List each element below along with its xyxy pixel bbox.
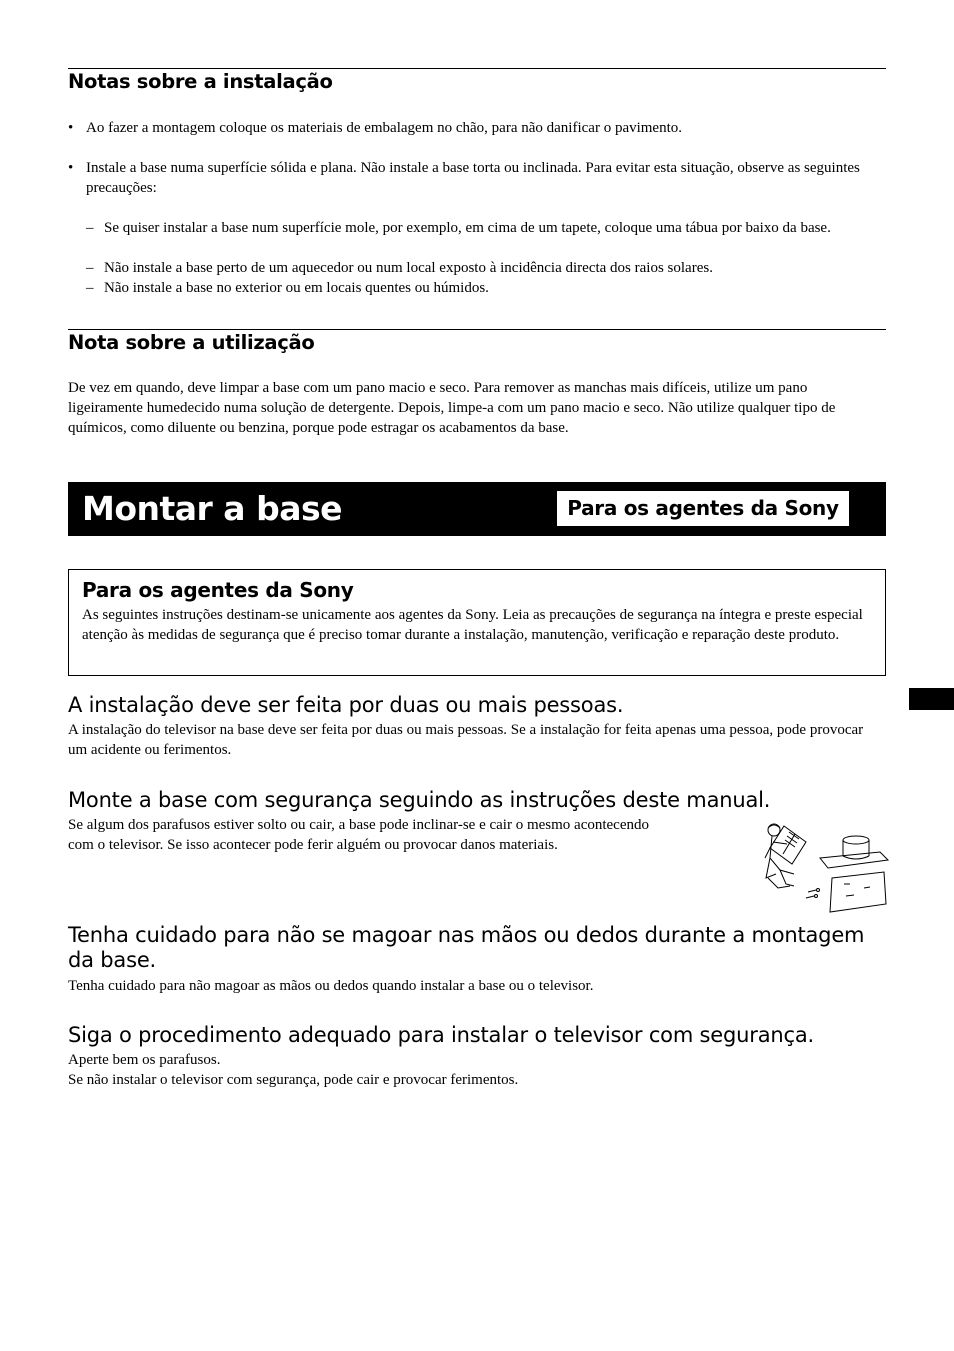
install-bullet-text: Ao fazer a montagem coloque os materiais de embalagem no chão, para não danificar o pavimento. — [86, 120, 683, 136]
banner-title: Montar a base — [82, 489, 342, 528]
notice-title: Para os agentes da Sony — [82, 578, 354, 602]
dash-mark: – — [86, 220, 94, 236]
section-text-secure-assembly: Se algum dos parafusos estiver solto ou cair, a base pode inclinar-se e cair o mesmo acontecendo com o televisor. Se isso acontecer pode ferir alguém ou provocar danos materiais. — [68, 817, 649, 853]
bullet-mark: • — [68, 160, 74, 176]
dash-mark: – — [86, 260, 94, 276]
section-rule-install — [68, 68, 886, 69]
section-rule-usage — [68, 329, 886, 330]
section-banner — [68, 482, 886, 536]
banner-badge: Para os agentes da Sony — [557, 491, 849, 526]
sony-dealers-notice — [68, 569, 886, 676]
section-text-two-people: A instalação do televisor na base deve ser feita por duas ou mais pessoas. Se a instalação for feita apenas uma pessoa, pode provocar um acidente ou ferimentos. — [68, 722, 864, 758]
install-dash-text: Não instale a base perto de um aquecedor ou num local exposto à incidência directa dos raios solares. — [104, 260, 713, 276]
usage-note-heading: Nota sobre a utilização — [68, 331, 315, 354]
bullet-mark: • — [68, 120, 74, 136]
section-heading-hands-care: Tenha cuidado para não se magoar nas mãos ou dedos durante a montagem da base. — [68, 923, 865, 972]
notice-text: As seguintes instruções destinam-se unicamente aos agentes da Sony. Leia as precauções de segurança na íntegra e preste especial atenção às medidas de segurança que é preciso tomar durante a instalação, manutenção, verificação e reparação deste produto. — [82, 607, 863, 643]
section-heading-two-people: A instalação deve ser feita por duas ou mais pessoas. — [68, 693, 624, 717]
install-dash-text: Se quiser instalar a base num superfície mole, por exemplo, em cima de um tapete, coloque uma tábua por baixo da base. — [104, 220, 831, 236]
assembly-illustration — [754, 818, 890, 918]
install-notes-heading: Notas sobre a instalação — [68, 70, 333, 93]
section-line-fall-risk: Se não instalar o televisor com segurança, pode cair e provocar ferimentos. — [68, 1072, 519, 1088]
install-bullet-text: Instale a base numa superfície sólida e plana. Não instale a base torta ou inclinada. Para evitar esta situação, observe as seguintes precauções: — [86, 160, 860, 196]
section-heading-safe-install: Siga o procedimento adequado para instalar o televisor com segurança. — [68, 1023, 814, 1047]
section-text-hands-care: Tenha cuidado para não magoar as mãos ou dedos quando instalar a base ou o televisor. — [68, 978, 594, 994]
usage-note-text: De vez em quando, deve limpar a base com um pano macio e seco. Para remover as manchas mais difíceis, utilize um pano ligeiramente humedecido numa solução de detergente. Depois, limpe-a com um pano macio e seco. Não utilize qualquer tipo de químicos, como diluente ou benzina, porque pode estragar os acabamentos da base. — [68, 380, 836, 436]
section-line-tighten-screws: Aperte bem os parafusos. — [68, 1052, 221, 1068]
page-side-tab — [909, 688, 954, 710]
section-heading-secure-assembly: Monte a base com segurança seguindo as instruções deste manual. — [68, 788, 771, 812]
install-dash-text: Não instale a base no exterior ou em locais quentes ou húmidos. — [104, 280, 489, 296]
dash-mark: – — [86, 280, 94, 296]
